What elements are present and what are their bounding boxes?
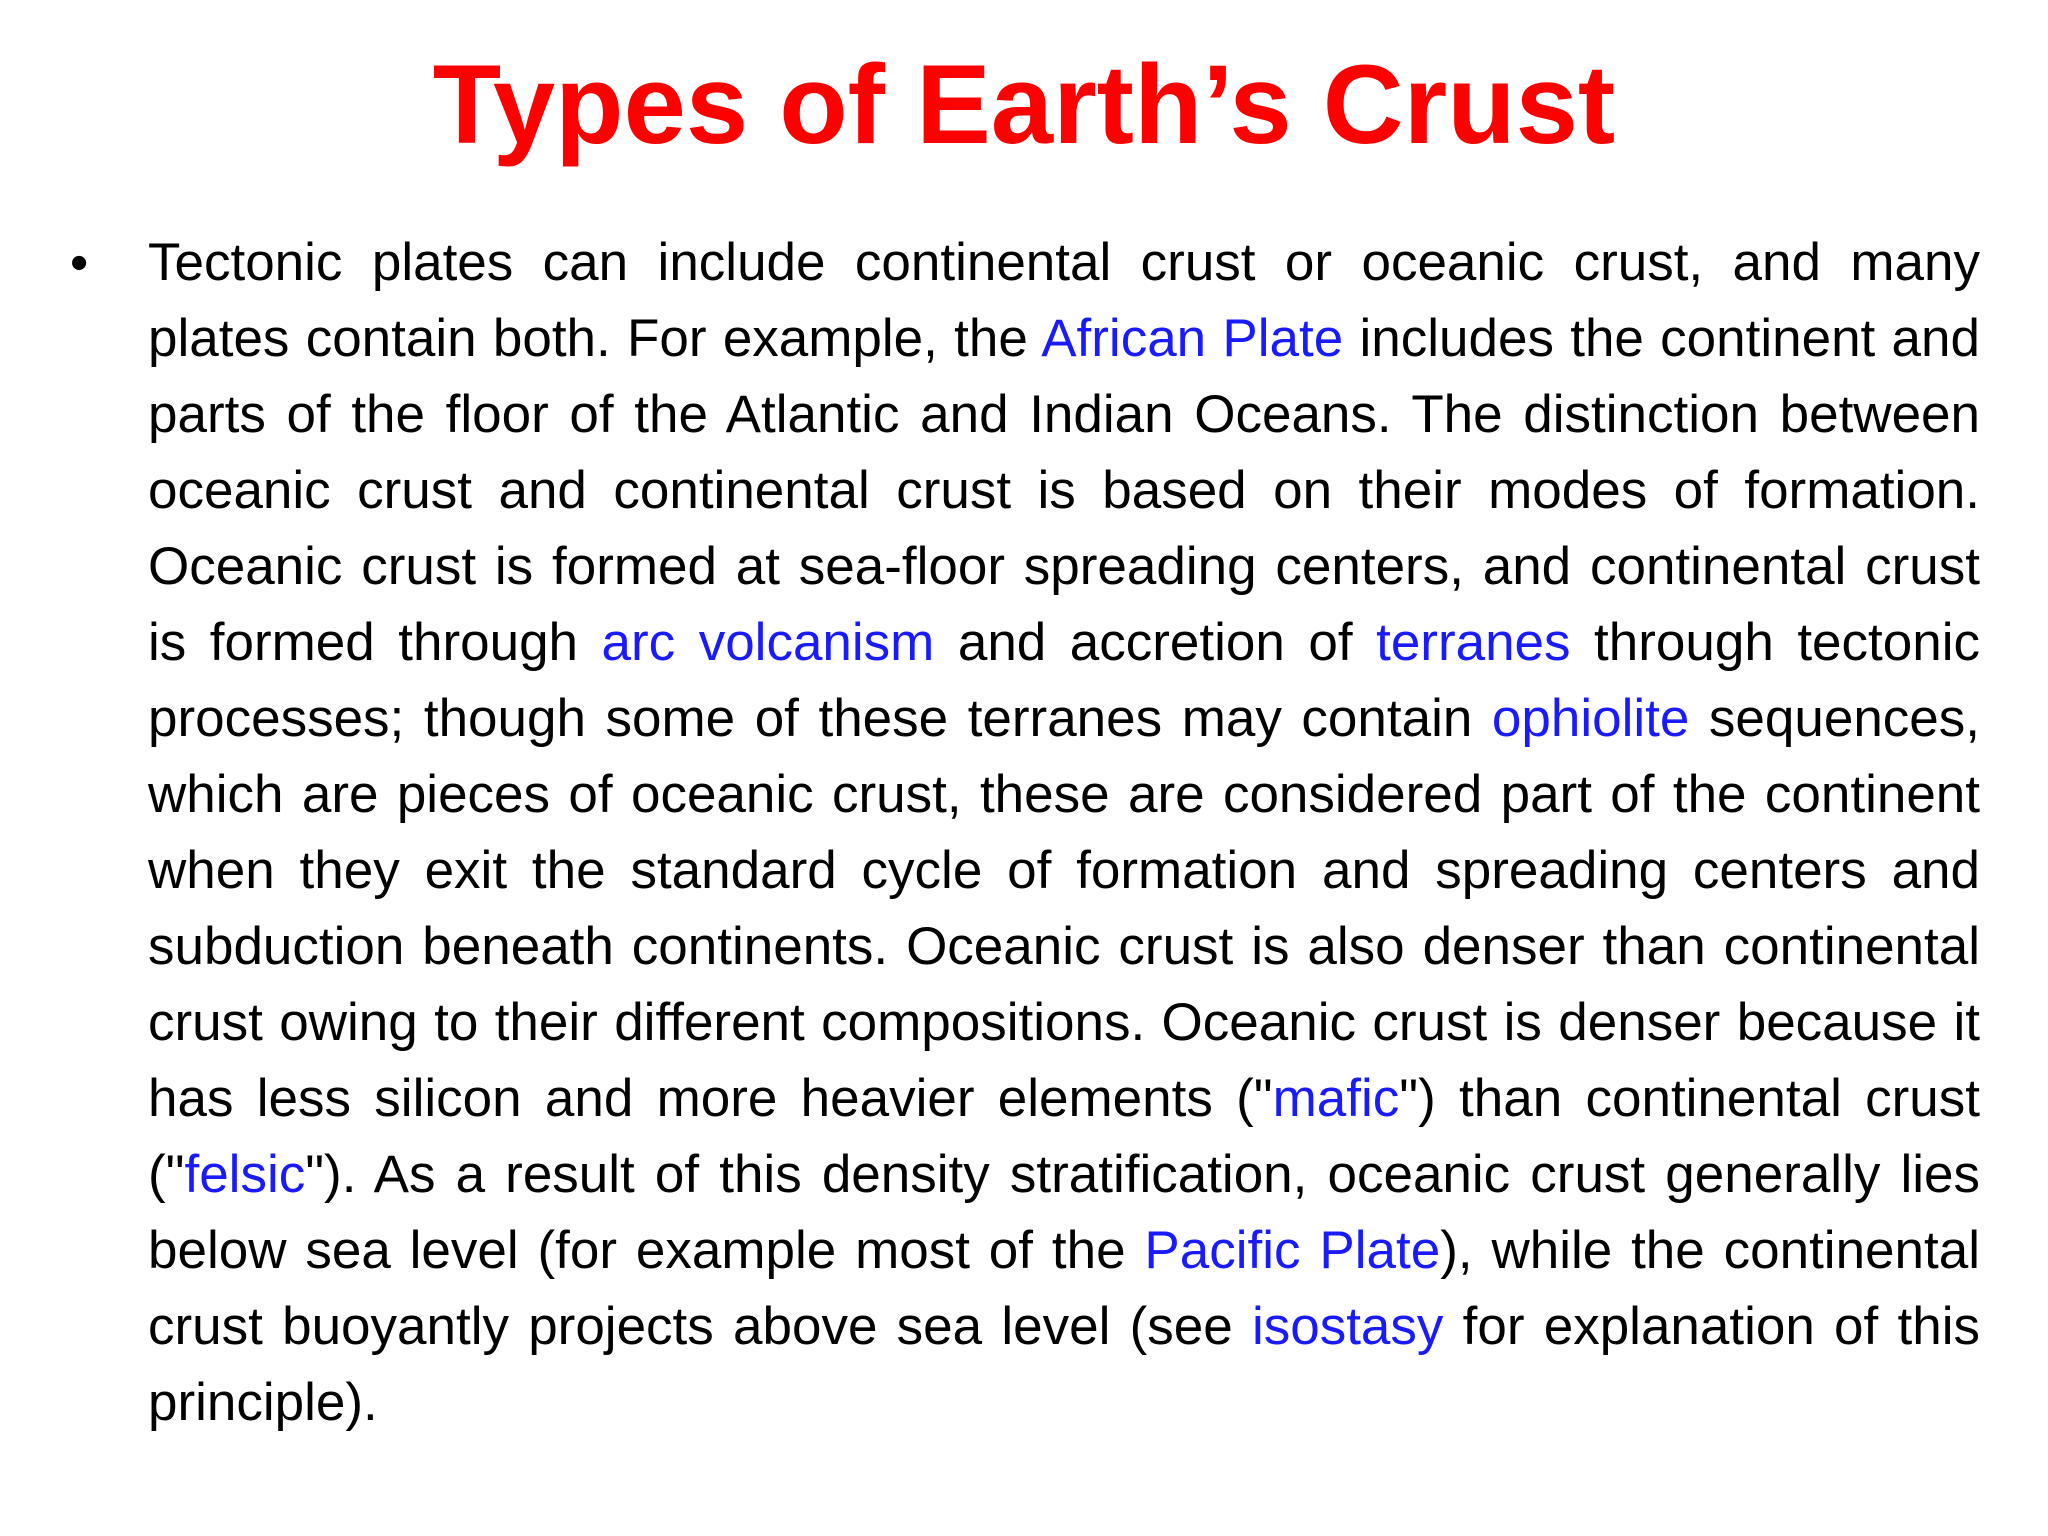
- link-african-plate[interactable]: African Plate: [1041, 309, 1344, 368]
- link-mafic[interactable]: mafic: [1272, 1069, 1400, 1128]
- bullet-paragraph: [148, 225, 1980, 1441]
- text-run: sequences, which are pieces of oceanic crust, these are considered part of the continent when they exit the standard cycle of formation and spreading centers and subduction beneath continents. Oceanic crust is also denser than continental crust owing to their different compositions. Oceanic crust is denser because it has less silicon and more heavier elements (": [148, 689, 1980, 1128]
- text-run: and accretion of: [934, 613, 1377, 672]
- text-run: includes the continent and parts of the floor of the Atlantic and Indian Oceans. The distinction between oceanic crust and continental crust is based on their modes of formation. Oceanic crust is formed at sea-floor spreading centers, and continental crust is formed through: [148, 309, 1980, 672]
- link-terranes[interactable]: terranes: [1376, 613, 1571, 672]
- text-run: ") than continental crust (": [148, 1069, 1980, 1204]
- link-felsic[interactable]: felsic: [184, 1145, 306, 1204]
- link-ophiolite[interactable]: ophiolite: [1491, 689, 1690, 748]
- text-run: for explanation of this principle).: [148, 1297, 1980, 1432]
- text-run: "). As a result of this density stratification, oceanic crust generally lies below sea level (for example most of the: [148, 1145, 1980, 1280]
- text-run: through tectonic processes; though some of these terranes may contain: [148, 613, 1980, 748]
- link-pacific-plate[interactable]: Pacific Plate: [1144, 1221, 1441, 1280]
- text-run: ), while the continental crust buoyantly projects above sea level (see: [148, 1221, 1980, 1356]
- link-isostasy[interactable]: isostasy: [1251, 1297, 1444, 1356]
- link-arc-volcanism[interactable]: arc volcanism: [601, 613, 935, 672]
- slide-title: Types of Earth’s Crust: [432, 42, 1616, 167]
- bullet-icon: •: [70, 234, 89, 292]
- text-run: Tectonic plates can include continental crust or oceanic crust, and many plates contain both. For example, the: [148, 233, 1980, 368]
